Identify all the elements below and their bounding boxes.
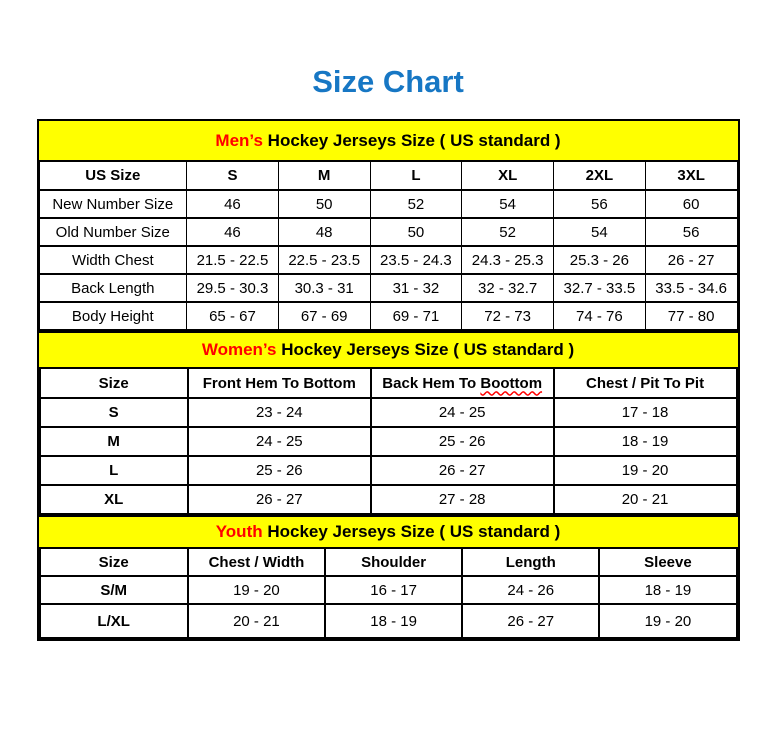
youth-section-title-highlight: Youth [215, 522, 263, 541]
column-header-cell: Back Hem To Boottom [371, 369, 554, 398]
data-cell: 24.3 - 25.3 [462, 246, 554, 274]
data-cell: 30.3 - 31 [278, 274, 370, 302]
column-header-cell: US Size [39, 162, 187, 190]
data-cell: 18 - 19 [325, 604, 462, 638]
data-cell: S [40, 398, 188, 427]
data-cell: 26 - 27 [188, 485, 371, 514]
data-cell: 21.5 - 22.5 [187, 246, 279, 274]
table-row [40, 456, 737, 485]
data-cell: 18 - 19 [599, 576, 736, 604]
data-cell: 16 - 17 [325, 576, 462, 604]
data-cell: 20 - 21 [188, 604, 325, 638]
data-cell: 19 - 20 [599, 604, 736, 638]
youth-size-table [39, 549, 738, 639]
data-cell: M [40, 427, 188, 456]
data-cell: 23.5 - 24.3 [370, 246, 462, 274]
table-row [39, 302, 737, 330]
data-cell: L/XL [40, 604, 188, 638]
data-cell: 56 [554, 190, 646, 218]
header-row [40, 369, 737, 398]
column-header-cell: M [278, 162, 370, 190]
column-header-cell: Front Hem To Bottom [188, 369, 371, 398]
data-cell: 31 - 32 [370, 274, 462, 302]
column-header-cell: S [187, 162, 279, 190]
column-header-cell: Chest / Width [188, 549, 325, 576]
data-cell: S/M [40, 576, 188, 604]
youth-section-header [39, 515, 738, 549]
misspelled-word: Boottom [480, 374, 543, 392]
column-header-cell: Size [40, 369, 188, 398]
data-cell: 24 - 25 [371, 398, 554, 427]
youth-section-title-text: Hockey Jerseys Size ( US standard ) [262, 522, 561, 541]
table-row [40, 398, 737, 427]
table-row [40, 576, 737, 604]
table-row [40, 485, 737, 514]
data-cell: Back Length [39, 274, 187, 302]
data-cell: 48 [278, 218, 370, 246]
data-cell: Width Chest [39, 246, 187, 274]
data-cell: 52 [462, 218, 554, 246]
column-header-cell: Chest / Pit To Pit [554, 369, 737, 398]
data-cell: 23 - 24 [188, 398, 371, 427]
data-cell: 32 - 32.7 [462, 274, 554, 302]
data-cell: 26 - 27 [371, 456, 554, 485]
data-cell: 69 - 71 [370, 302, 462, 330]
women-size-table [39, 369, 738, 515]
data-cell: 19 - 20 [188, 576, 325, 604]
data-cell: 32.7 - 33.5 [554, 274, 646, 302]
data-cell: L [40, 456, 188, 485]
data-cell: 65 - 67 [187, 302, 279, 330]
men-section-header [39, 121, 738, 162]
data-cell: 27 - 28 [371, 485, 554, 514]
column-header-cell: 3XL [645, 162, 737, 190]
data-cell: 50 [278, 190, 370, 218]
table-row [40, 604, 737, 638]
data-cell: 46 [187, 218, 279, 246]
data-cell: 19 - 20 [554, 456, 737, 485]
column-header-cell: 2XL [554, 162, 646, 190]
women-section-title-highlight: Women’s [201, 340, 277, 359]
column-header-cell: Size [40, 549, 188, 576]
column-header-cell: Shoulder [325, 549, 462, 576]
data-cell: 72 - 73 [462, 302, 554, 330]
data-cell: XL [40, 485, 188, 514]
column-header-cell: L [370, 162, 462, 190]
women-section-header [39, 331, 738, 369]
data-cell: 74 - 76 [554, 302, 646, 330]
data-cell: Old Number Size [39, 218, 187, 246]
data-cell: 18 - 19 [554, 427, 737, 456]
table-row [39, 190, 737, 218]
data-cell: 46 [187, 190, 279, 218]
women-section-title-text: Hockey Jerseys Size ( US standard ) [276, 340, 575, 359]
data-cell: 25 - 26 [371, 427, 554, 456]
table-row [40, 427, 737, 456]
data-cell: 26 - 27 [462, 604, 599, 638]
data-cell: Body Height [39, 302, 187, 330]
data-cell: 26 - 27 [645, 246, 737, 274]
data-cell: 24 - 26 [462, 576, 599, 604]
data-cell: 29.5 - 30.3 [187, 274, 279, 302]
column-header-cell: Sleeve [599, 549, 736, 576]
table-row [39, 218, 737, 246]
data-cell: New Number Size [39, 190, 187, 218]
data-cell: 52 [370, 190, 462, 218]
data-cell: 60 [645, 190, 737, 218]
data-cell: 22.5 - 23.5 [278, 246, 370, 274]
data-cell: 67 - 69 [278, 302, 370, 330]
data-cell: 56 [645, 218, 737, 246]
table-row [39, 274, 737, 302]
column-header-cell: Length [462, 549, 599, 576]
men-section-title-text: Hockey Jerseys Size ( US standard ) [262, 130, 561, 150]
header-row [40, 549, 737, 576]
header-row [39, 162, 737, 190]
data-cell: 50 [370, 218, 462, 246]
data-cell: 17 - 18 [554, 398, 737, 427]
data-cell: 54 [554, 218, 646, 246]
men-section-title-highlight: Men’s [215, 130, 263, 150]
table-row [39, 246, 737, 274]
page-title: Size Chart [312, 64, 464, 99]
data-cell: 24 - 25 [188, 427, 371, 456]
data-cell: 20 - 21 [554, 485, 737, 514]
data-cell: 54 [462, 190, 554, 218]
men-size-table [39, 162, 738, 331]
size-chart-container [37, 119, 740, 641]
data-cell: 25 - 26 [188, 456, 371, 485]
column-header-cell: XL [462, 162, 554, 190]
data-cell: 25.3 - 26 [554, 246, 646, 274]
data-cell: 77 - 80 [645, 302, 737, 330]
data-cell: 33.5 - 34.6 [645, 274, 737, 302]
